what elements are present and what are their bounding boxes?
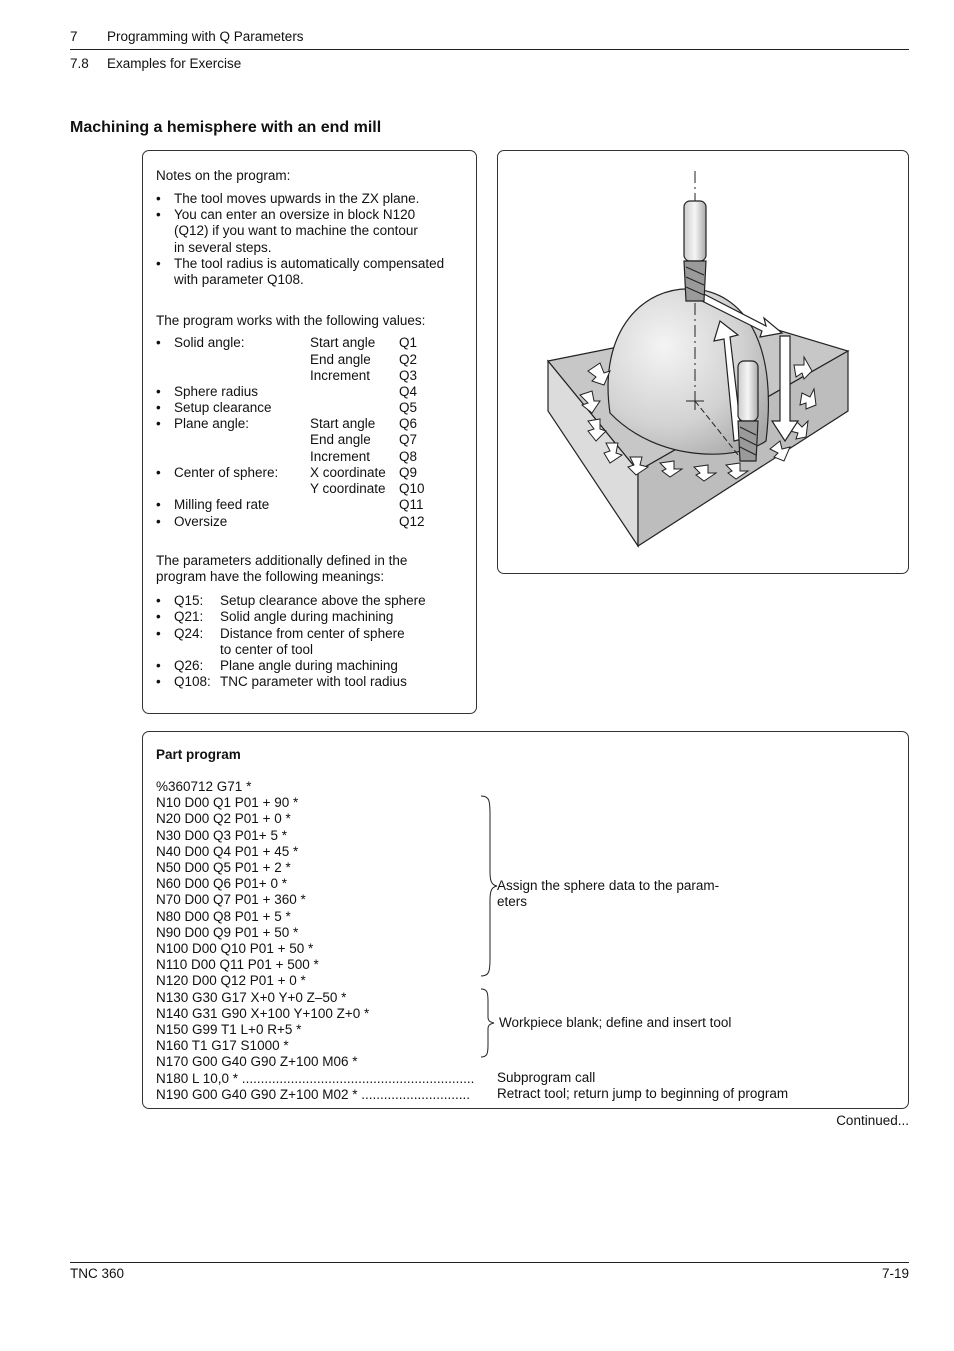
note-line: (Q12) if you want to machine the contour	[174, 223, 418, 238]
bullet: •	[156, 514, 161, 529]
note-line: The tool moves upwards in the ZX plane.	[174, 191, 420, 206]
note-line: The tool radius is automatically compensated	[174, 256, 445, 271]
bullet: •	[156, 609, 161, 624]
code-line: %360712 G71 *	[156, 779, 252, 794]
bullet: •	[156, 465, 161, 480]
value-q: Q9	[399, 465, 418, 480]
param-text: to center of tool	[220, 642, 314, 657]
bullet: •	[156, 416, 161, 431]
param-q: Q26:	[174, 658, 204, 673]
value-sub: Start angle	[310, 416, 376, 431]
comment-retract: Retract tool; return jump to beginning of program	[497, 1086, 789, 1101]
comment-sphere: eters	[497, 894, 528, 909]
code-line: N20 D00 Q2 P01 + 0 *	[156, 811, 291, 827]
chapter-title: Programming with Q Parameters	[107, 29, 304, 44]
code-line: N30 D00 Q3 P01+ 5 *	[156, 827, 287, 843]
value-q: Q8	[399, 449, 418, 464]
param-text: Plane angle during machining	[220, 658, 398, 673]
value-label: Milling feed rate	[174, 497, 270, 512]
code-line: N110 D00 Q11 P01 + 500 *	[156, 957, 319, 973]
value-q: Q11	[399, 497, 424, 512]
code-line: N140 G31 G90 X+100 Y+100 Z+0 *	[156, 1005, 370, 1021]
code-line: N160 T1 G17 S1000 *	[156, 1038, 289, 1054]
params-intro: program have the following meanings:	[156, 569, 385, 584]
code-line: N50 D00 Q5 P01 + 2 *	[156, 860, 291, 875]
continued-note: Continued...	[836, 1113, 909, 1128]
bullet: •	[156, 593, 161, 608]
brace-blank	[480, 987, 498, 1059]
code-line: N190 G00 G40 G90 Z+100 M02 * .............................	[156, 1086, 471, 1102]
value-q: Q5	[399, 400, 418, 415]
bullet: •	[156, 658, 161, 673]
illustration-box	[497, 150, 909, 574]
value-sub: Start angle	[310, 335, 376, 350]
value-sub: End angle	[310, 352, 371, 367]
value-q: Q1	[399, 335, 418, 350]
program-title: Part program	[156, 747, 241, 762]
value-sub: End angle	[310, 432, 371, 447]
bullet: •	[156, 400, 161, 415]
hemisphere-machining-illustration	[498, 151, 908, 573]
code-line: N120 D00 Q12 P01 + 0 *	[156, 973, 306, 989]
bullet: •	[156, 674, 161, 689]
param-text: Distance from center of sphere	[220, 626, 405, 641]
comment-subprogram: Subprogram call	[497, 1070, 596, 1085]
footer-page-number: 7-19	[881, 1266, 909, 1281]
value-q: Q2	[399, 352, 418, 367]
note-line: with parameter Q108.	[174, 272, 304, 287]
value-q: Q12	[399, 514, 425, 529]
param-q: Q21:	[174, 609, 204, 624]
value-q: Q7	[399, 432, 418, 447]
value-label: Solid angle:	[174, 335, 245, 350]
code-line: N40 D00 Q4 P01 + 45 *	[156, 843, 299, 859]
comment-sphere: Assign the sphere data to the param-	[497, 878, 720, 893]
values-intro: The program works with the following values:	[156, 313, 426, 328]
page-heading: Machining a hemisphere with an end mill	[70, 119, 382, 136]
chapter-number: 7	[70, 29, 78, 44]
program-box	[142, 731, 909, 1109]
bullet: •	[156, 384, 161, 399]
note-line: in several steps.	[174, 240, 272, 255]
value-label: Sphere radius	[174, 384, 259, 399]
param-text: Setup clearance above the sphere	[220, 593, 426, 608]
bullet: •	[156, 256, 161, 271]
bullet: •	[156, 335, 161, 350]
value-label: Setup clearance	[174, 400, 272, 415]
value-q: Q6	[399, 416, 418, 431]
value-sub: Y coordinate	[310, 481, 386, 496]
section-title: Examples for Exercise	[107, 56, 242, 71]
code-line: N100 D00 Q10 P01 + 50 *	[156, 941, 314, 956]
bullet: •	[156, 207, 161, 222]
note-line: You can enter an oversize in block N120	[174, 207, 416, 222]
footer-left: TNC 360	[70, 1266, 125, 1281]
value-q: Q4	[399, 384, 418, 399]
value-label: Center of sphere:	[174, 465, 279, 480]
notes-box	[142, 150, 477, 714]
value-sub: X coordinate	[310, 465, 386, 480]
section-number: 7.8	[70, 56, 89, 71]
bullet: •	[156, 497, 161, 512]
code-line: N60 D00 Q6 P01+ 0 *	[156, 876, 287, 892]
value-q: Q10	[399, 481, 425, 496]
footer-rule	[70, 1262, 909, 1263]
code-line: N80 D00 Q8 P01 + 5 *	[156, 908, 291, 924]
header-rule	[70, 49, 909, 50]
code-line: N170 G00 G40 G90 Z+100 M06 *	[156, 1054, 358, 1070]
value-q: Q3	[399, 368, 418, 383]
code-line: N10 D00 Q1 P01 + 90 *	[156, 795, 299, 811]
value-sub: Increment	[310, 368, 371, 383]
value-label: Plane angle:	[174, 416, 250, 431]
bullet: •	[156, 626, 161, 641]
end-mill-lower	[738, 361, 758, 461]
code-line: N130 G30 G17 X+0 Y+0 Z–50 *	[156, 989, 347, 1005]
param-text: Solid angle during machining	[220, 609, 394, 624]
bullet: •	[156, 191, 161, 206]
params-intro: The parameters additionally defined in the	[156, 553, 408, 568]
param-q: Q108:	[174, 674, 211, 689]
code-line: N90 D00 Q9 P01 + 50 *	[156, 924, 299, 940]
code-line: N70 D00 Q7 P01 + 360 *	[156, 892, 306, 908]
value-sub: Increment	[310, 449, 371, 464]
param-text: TNC parameter with tool radius	[220, 674, 407, 689]
param-q: Q24:	[174, 626, 204, 641]
value-label: Oversize	[174, 514, 228, 529]
code-line: N150 G99 T1 L+0 R+5 *	[156, 1022, 302, 1037]
comment-blank: Workpiece blank; define and insert tool	[499, 1015, 732, 1030]
end-mill-top	[684, 201, 706, 301]
notes-title: Notes on the program:	[156, 168, 291, 183]
param-q: Q15:	[174, 593, 204, 608]
code-line: N180 L 10,0 * ..............................................................	[156, 1070, 475, 1086]
